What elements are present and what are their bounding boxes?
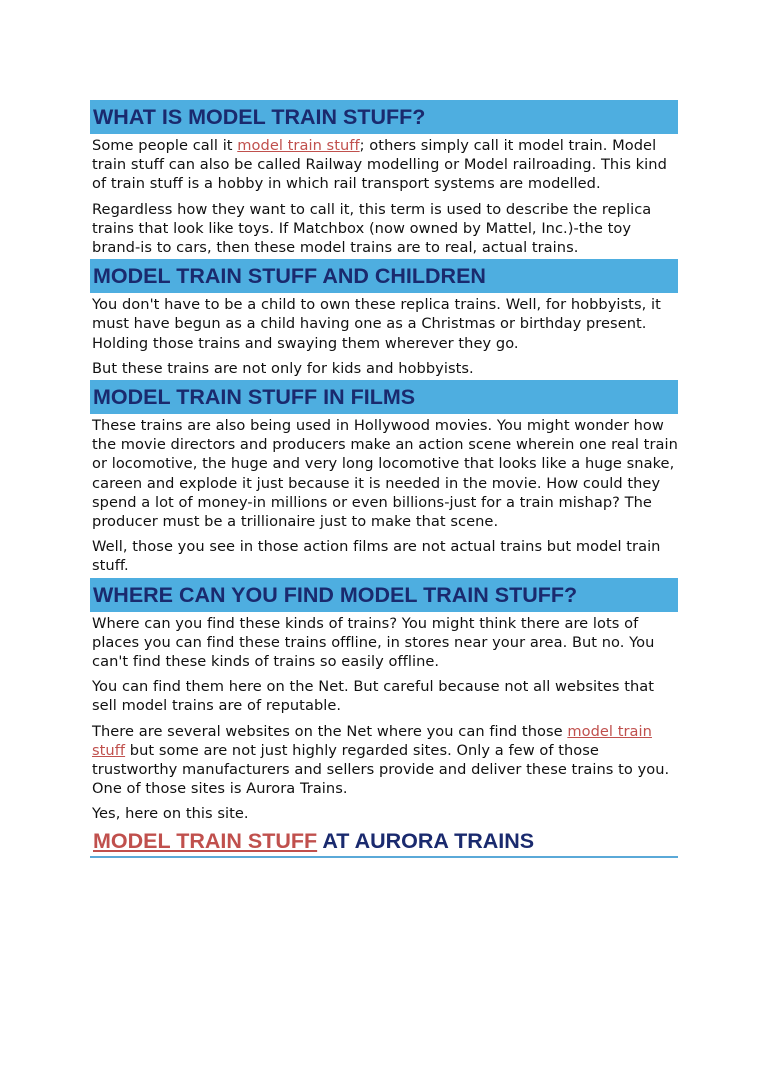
section-heading-where: WHERE CAN YOU FIND MODEL TRAIN STUFF? — [90, 578, 678, 612]
section-heading-films: MODEL TRAIN STUFF IN FILMS — [90, 380, 678, 414]
paragraph: These trains are also being used in Hollywood movies. You might wonder how the movie directors and producers make an action scene wherein one real train or locomotive, the huge and very long locomotive that looks like a huge snake, careen and explode it just because it is needed in the movie. How could they spend a lot of money-in millions or even billions-just for a train mishap? The producer must be a trillionaire just to make that scene. — [92, 417, 678, 531]
paragraph-text: but some are not just highly regarded sites. Only a few of those trustworthy manufacturers and sellers provide and deliver these trains to you. One of those sites is Aurora Trains. — [92, 741, 670, 798]
paragraph: But these trains are not only for kids and hobbyists. — [92, 359, 474, 377]
paragraph: Well, those you see in those action films are not actual trains but model train stuff. — [92, 538, 661, 575]
paragraph: You can find them here on the Net. But careful because not all websites that sell model trains are of reputable. — [92, 678, 655, 715]
model-train-stuff-link[interactable]: model train stuff — [237, 137, 360, 154]
model-train-stuff-link[interactable]: model train stuff — [92, 722, 652, 759]
document-content — [90, 100, 678, 860]
paragraph: Yes, here on this site. — [92, 805, 249, 823]
paragraph — [92, 136, 678, 194]
paragraph: Regardless how they want to call it, this term is used to describe the replica trains that look like toys. If Matchbox (now owned by Mattel, Inc.)-the toy brand-is to cars, then these model trains are to real, actual trains. — [92, 200, 652, 257]
paragraph-text: Some people call it — [92, 137, 238, 154]
model-train-stuff-heading-link[interactable]: MODEL TRAIN STUFF — [93, 828, 318, 853]
section-heading-what-is: WHAT IS MODEL TRAIN STUFF? — [90, 100, 678, 134]
paragraph: Where can you find these kinds of trains? You might think there are lots of places you can find these trains offline, in stores near your area. But no. You can't find these kinds of trains so easily offline. — [92, 614, 655, 671]
section-heading-children: MODEL TRAIN STUFF AND CHILDREN — [90, 259, 678, 293]
section-heading-aurora — [90, 826, 678, 858]
paragraph-text: There are several websites on the Net where you can find those — [92, 722, 568, 740]
paragraph: You don't have to be a child to own these replica trains. Well, for hobbyists, it must have begun as a child having one as a Christmas or birthday present. Holding those trains and swaying them wherever they go. — [92, 296, 661, 352]
paragraph — [92, 722, 678, 799]
heading-text: AT AURORA TRAINS — [317, 828, 535, 853]
paragraph-text: ; others simply call it model train. Model train stuff can also be called Railway modelling or Model railroading. This kind of train stuff is a hobby in which rail transport systems are modelled. — [92, 137, 667, 193]
